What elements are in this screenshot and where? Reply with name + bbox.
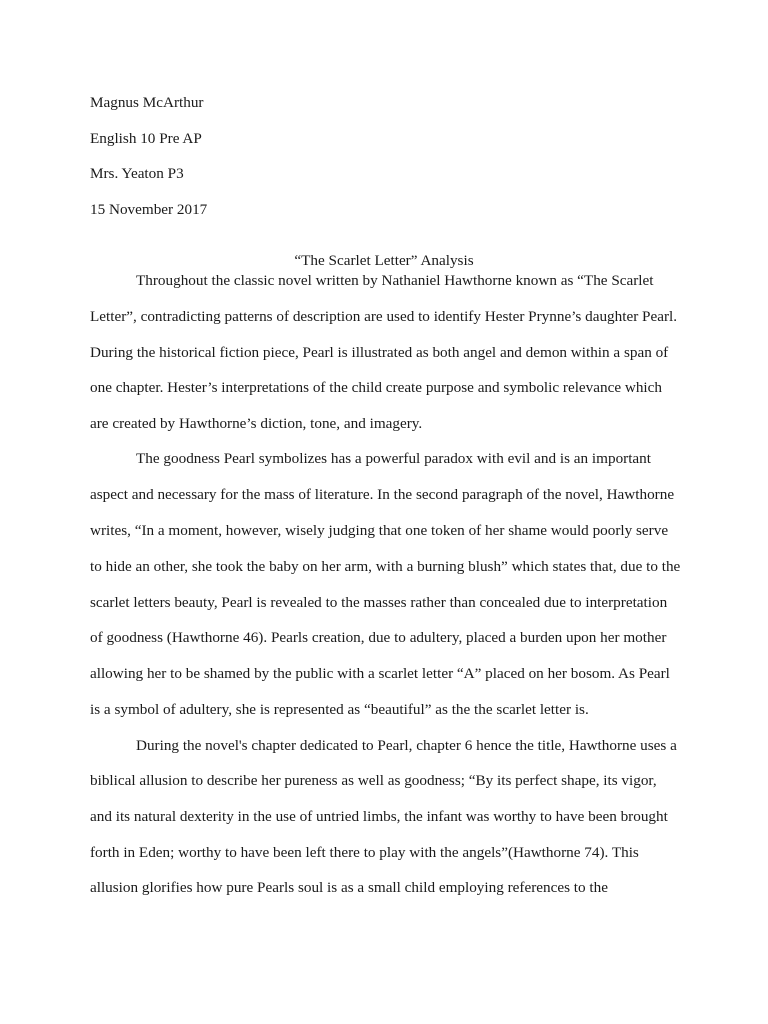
- body-line: are created by Hawthorne’s diction, tone, and imagery.: [90, 415, 423, 432]
- body-line: allowing her to be shamed by the public with a scarlet letter “A” placed on her bosom. As Pearl: [90, 665, 670, 682]
- body-line: forth in Eden; worthy to have been left there to play with the angels”(Hawthorne 74). This: [90, 844, 639, 861]
- body-line: is a symbol of adultery, she is represented as “beautiful” as the the scarlet letter is.: [90, 701, 589, 718]
- body-line: Letter”, contradicting patterns of description are used to identify Hester Prynne’s daughter Pearl.: [90, 308, 678, 325]
- body-line: Throughout the classic novel written by Nathaniel Hawthorne known as “The Scarlet: [136, 272, 654, 289]
- body-line: biblical allusion to describe her pureness as well as goodness; “By its perfect shape, its vigor,: [90, 772, 657, 789]
- body-line: to hide an other, she took the baby on her arm, with a burning blush” which states that, due to the: [90, 558, 681, 575]
- body-line: scarlet letters beauty, Pearl is revealed to the masses rather than concealed due to interpretation: [90, 594, 668, 611]
- student-name: Magnus McArthur: [90, 94, 204, 111]
- course-name: English 10 Pre AP: [90, 130, 202, 147]
- body-line: The goodness Pearl symbolizes has a powerful paradox with evil and is an important: [136, 450, 651, 467]
- body-line: and its natural dexterity in the use of untried limbs, the infant was worthy to have been brought: [90, 808, 668, 825]
- body-line: writes, “In a moment, however, wisely judging that one token of her shame would poorly serve: [90, 522, 669, 539]
- body-line: aspect and necessary for the mass of literature. In the second paragraph of the novel, Hawthorne: [90, 486, 675, 503]
- body-line: During the historical fiction piece, Pearl is illustrated as both angel and demon within a span of: [90, 344, 669, 361]
- teacher-name: Mrs. Yeaton P3: [90, 165, 184, 182]
- body-line: allusion glorifies how pure Pearls soul is as a small child employing references to the: [90, 879, 608, 896]
- essay-date: 15 November 2017: [90, 201, 208, 218]
- essay-title: “The Scarlet Letter” Analysis: [294, 252, 474, 270]
- body-line: of goodness (Hawthorne 46). Pearls creation, due to adultery, placed a burden upon her mother: [90, 629, 667, 646]
- body-line: During the novel's chapter dedicated to Pearl, chapter 6 hence the title, Hawthorne uses a: [136, 737, 677, 754]
- body-line: one chapter. Hester’s interpretations of the child create purpose and symbolic relevance which: [90, 379, 662, 396]
